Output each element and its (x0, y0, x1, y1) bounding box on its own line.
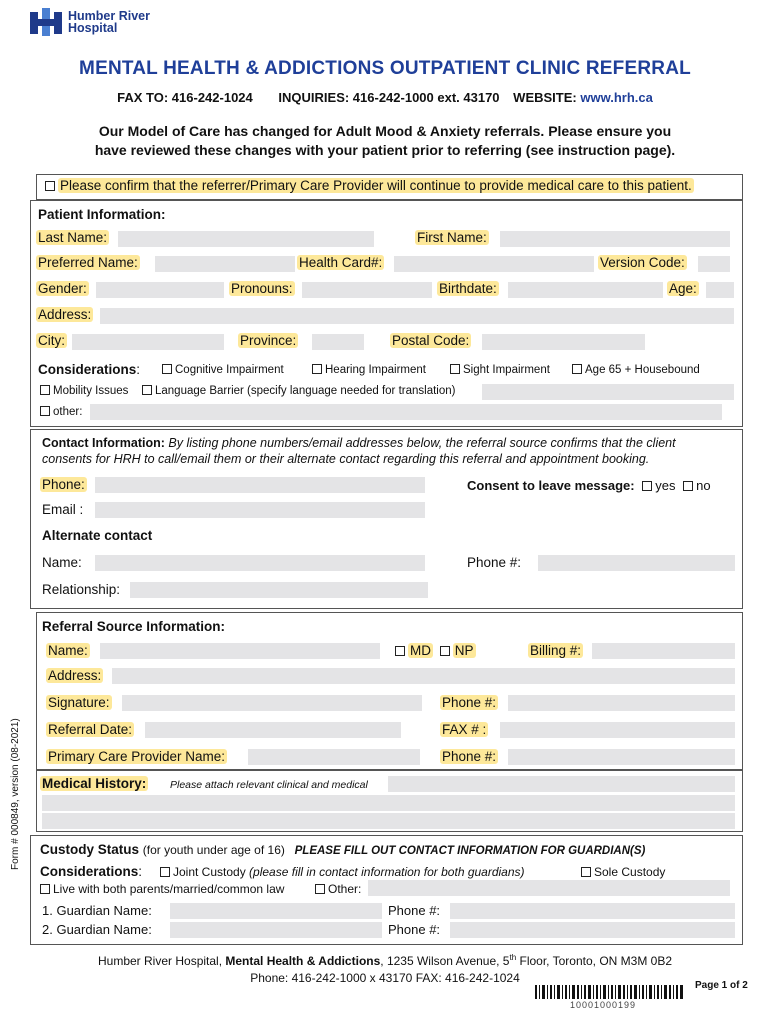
form-title: MENTAL HEALTH & ADDICTIONS OUTPATIENT CLINIC REFERRAL (79, 58, 691, 79)
custody-other-checkbox[interactable] (315, 884, 325, 894)
birthdate-label: Birthdate: (439, 281, 497, 296)
city-label: City: (38, 333, 65, 348)
version-code-label: Version Code: (600, 255, 685, 270)
last-name-label: Last Name: (38, 230, 108, 245)
ref-name-input[interactable] (100, 643, 380, 659)
custody-considerations-row: Considerations: (40, 864, 143, 879)
referral-date-input[interactable] (145, 722, 401, 738)
signature-label: Signature: (48, 695, 110, 710)
md-np-row (395, 643, 476, 658)
custody-instruction: PLEASE FILL OUT CONTACT INFORMATION FOR GUARDIAN(S) (294, 845, 646, 857)
pcp-name-input[interactable] (248, 749, 420, 765)
joint-custody-text: Joint Custody (173, 865, 246, 879)
mobility-option[interactable] (40, 385, 128, 397)
preferred-name-input[interactable] (155, 256, 295, 272)
sole-custody-checkbox[interactable] (581, 867, 591, 877)
mobility-checkbox[interactable] (40, 385, 50, 395)
consent-label: Consent to leave message: (467, 478, 635, 493)
medical-input-line1[interactable] (388, 776, 735, 792)
footer-address-post: , 1235 Wilson Avenue, 5 (380, 954, 510, 968)
alt-phone-label: Phone #: (467, 555, 522, 570)
header-contact-line (0, 90, 770, 105)
ref-address-input[interactable] (112, 668, 735, 684)
other-option[interactable] (40, 406, 82, 418)
footer-address-bold: Mental Health & Addictions (225, 954, 381, 968)
logo-line1: Humber River (68, 9, 150, 23)
alt-name-input[interactable] (95, 555, 425, 571)
footer-phone: Phone: 416-242-1000 x 43170 FAX: 416-242-1024 (250, 971, 520, 985)
consent-no-text: no (696, 478, 711, 493)
age-label: Age: (669, 281, 697, 296)
guardian2-label: 2. Guardian Name: (42, 922, 152, 937)
footer-address-sup: th (509, 953, 517, 962)
age-input[interactable] (706, 282, 734, 298)
consent-yes-checkbox[interactable] (642, 481, 652, 491)
live-both-text: Live with both parents/married/common law (53, 882, 285, 896)
last-name-input[interactable] (118, 231, 374, 247)
inquiries-number: INQUIRIES: 416-242-1000 ext. 43170 (278, 90, 500, 105)
preferred-name-label: Preferred Name: (38, 255, 138, 270)
confirm-row (45, 178, 694, 193)
address-label: Address: (38, 307, 92, 322)
pcp-name-label: Primary Care Provider Name: (48, 749, 226, 764)
custody-heading-row (40, 842, 645, 857)
website-label: WEBSITE: (513, 90, 577, 105)
contact-note2: consents for HRH to call/email them or their alternate contact regarding this referral and appointment booking. (42, 452, 650, 466)
language-option[interactable] (142, 385, 455, 397)
pcp-phone-label: Phone #: (442, 749, 497, 764)
joint-custody-option[interactable] (160, 865, 525, 879)
contact-heading: Contact Information: (42, 436, 165, 450)
website-link[interactable]: www.hrh.ca (580, 90, 653, 105)
gender-label: Gender: (38, 281, 87, 296)
referral-section (36, 612, 743, 770)
custody-other-option[interactable] (315, 882, 361, 896)
confirm-checkbox[interactable] (45, 181, 55, 191)
referral-date-label: Referral Date: (48, 722, 133, 737)
joint-custody-checkbox[interactable] (160, 867, 170, 877)
city-input[interactable] (72, 334, 224, 350)
md-text: MD (410, 643, 431, 658)
referral-heading: Referral Source Information: (42, 619, 226, 634)
language-checkbox[interactable] (142, 385, 152, 395)
consent-no-checkbox[interactable] (683, 481, 693, 491)
guardian1-input[interactable] (170, 903, 382, 919)
hospital-logo-text (68, 10, 150, 34)
guardian1-phone-input[interactable] (450, 903, 735, 919)
guardian2-phone-label: Phone #: (388, 922, 441, 937)
other-checkbox[interactable] (40, 406, 50, 416)
np-text: NP (454, 643, 474, 658)
sole-custody-text: Sole Custody (594, 865, 666, 879)
pronouns-label: Pronouns: (231, 281, 293, 296)
consent-row (467, 478, 711, 493)
custody-heading: Custody Status (40, 842, 140, 857)
relationship-input[interactable] (130, 582, 428, 598)
ref-phone-label: Phone #: (442, 695, 497, 710)
custody-age-note: (for youth under age of 16) (142, 843, 285, 857)
pronouns-input[interactable] (302, 282, 432, 298)
md-checkbox[interactable] (395, 646, 405, 656)
email-label: Email : (42, 502, 84, 517)
page-number: Page 1 of 2 (695, 980, 748, 991)
first-name-label: First Name: (417, 230, 487, 245)
considerations-label: Considerations (38, 362, 137, 377)
billing-input[interactable] (592, 643, 735, 659)
ref-fax-label: FAX # : (442, 722, 487, 737)
gender-input[interactable] (96, 282, 224, 298)
custody-other-text: Other: (328, 882, 362, 896)
address-input[interactable] (100, 308, 734, 324)
footer-address-end: Floor, Toronto, ON M3M 0B2 (516, 954, 672, 968)
ref-phone-input[interactable] (508, 695, 735, 711)
medical-input-line2[interactable] (42, 795, 735, 811)
postal-code-label: Postal Code: (392, 333, 470, 348)
province-label: Province: (240, 333, 297, 348)
confirm-text: Please confirm that the referrer/Primary Care Provider will continue to provide medical care to this patient. (60, 178, 692, 193)
medical-input-line3[interactable] (42, 813, 735, 829)
age65-checkbox[interactable] (572, 364, 582, 374)
health-card-label: Health Card#: (299, 255, 383, 270)
np-checkbox[interactable] (440, 646, 450, 656)
age65-text: Age 65 + Housebound (585, 364, 700, 376)
hospital-logo-icon (30, 8, 66, 36)
model-of-care-notice (0, 122, 770, 160)
billing-label: Billing #: (530, 643, 582, 658)
alternate-contact-heading: Alternate contact (42, 528, 153, 543)
live-both-checkbox[interactable] (40, 884, 50, 894)
province-input[interactable] (312, 334, 364, 350)
barcode-icon (535, 985, 685, 999)
footer-address (0, 953, 770, 968)
sight-text: Sight Impairment (463, 364, 550, 376)
relationship-label: Relationship: (42, 582, 121, 597)
other-text: other: (53, 406, 83, 418)
barcode-number: 10001000199 (570, 1000, 637, 1010)
age65-option[interactable] (572, 364, 700, 376)
email-input[interactable] (95, 502, 425, 518)
form-number: Form # 000849, version (08-2021) (10, 718, 21, 870)
sight-option[interactable] (450, 364, 550, 376)
cognitive-text: Cognitive Impairment (175, 364, 284, 376)
logo-line2: Hospital (68, 21, 118, 35)
mobility-text: Mobility Issues (53, 385, 129, 397)
health-card-input[interactable] (394, 256, 594, 272)
patient-heading: Patient Information: (38, 207, 166, 222)
language-input[interactable] (482, 384, 734, 400)
contact-note-line1 (42, 436, 676, 450)
contact-phone-label: Phone: (42, 477, 85, 492)
live-both-option[interactable] (40, 882, 284, 896)
joint-custody-note: (please fill in contact information for both guardians) (249, 865, 525, 879)
cognitive-option[interactable] (162, 364, 284, 376)
alt-phone-input[interactable] (538, 555, 735, 571)
version-code-input[interactable] (698, 256, 730, 272)
guardian2-input[interactable] (170, 922, 382, 938)
birthdate-input[interactable] (508, 282, 663, 298)
footer-address-pre: Humber River Hospital, (98, 954, 226, 968)
medical-heading: Medical History: (42, 776, 147, 791)
sole-custody-option[interactable] (581, 865, 665, 879)
signature-input[interactable] (122, 695, 422, 711)
medical-note: Please attach relevant clinical and medical (170, 779, 368, 791)
ref-fax-input[interactable] (500, 722, 735, 738)
custody-other-input[interactable] (368, 880, 730, 896)
sight-checkbox[interactable] (450, 364, 460, 374)
hearing-option[interactable] (312, 364, 426, 376)
fax-number: FAX TO: 416-242-1024 (117, 90, 253, 105)
language-text: Language Barrier (specify language needed for translation) (155, 385, 456, 397)
first-name-input[interactable] (500, 231, 730, 247)
model-line2: have reviewed these changes with your patient prior to referring (see instruction page). (94, 142, 676, 158)
ref-name-label: Name: (48, 643, 88, 658)
postal-code-input[interactable] (482, 334, 645, 350)
hearing-text: Hearing Impairment (325, 364, 426, 376)
custody-considerations-label: Considerations (40, 864, 139, 879)
other-input[interactable] (90, 404, 722, 420)
ref-address-label: Address: (48, 668, 102, 683)
guardian1-label: 1. Guardian Name: (42, 903, 152, 918)
alt-name-label: Name: (42, 555, 82, 570)
guardian2-phone-input[interactable] (450, 922, 735, 938)
cognitive-checkbox[interactable] (162, 364, 172, 374)
contact-note1: By listing phone numbers/email addresses below, the referral source confirms that the client (168, 436, 676, 450)
hearing-checkbox[interactable] (312, 364, 322, 374)
guardian1-phone-label: Phone #: (388, 903, 441, 918)
consent-yes-text: yes (655, 478, 676, 493)
pcp-phone-input[interactable] (508, 749, 735, 765)
contact-phone-input[interactable] (95, 477, 425, 493)
model-line1: Our Model of Care has changed for Adult Mood & Anxiety referrals. Please ensure you (98, 123, 672, 139)
